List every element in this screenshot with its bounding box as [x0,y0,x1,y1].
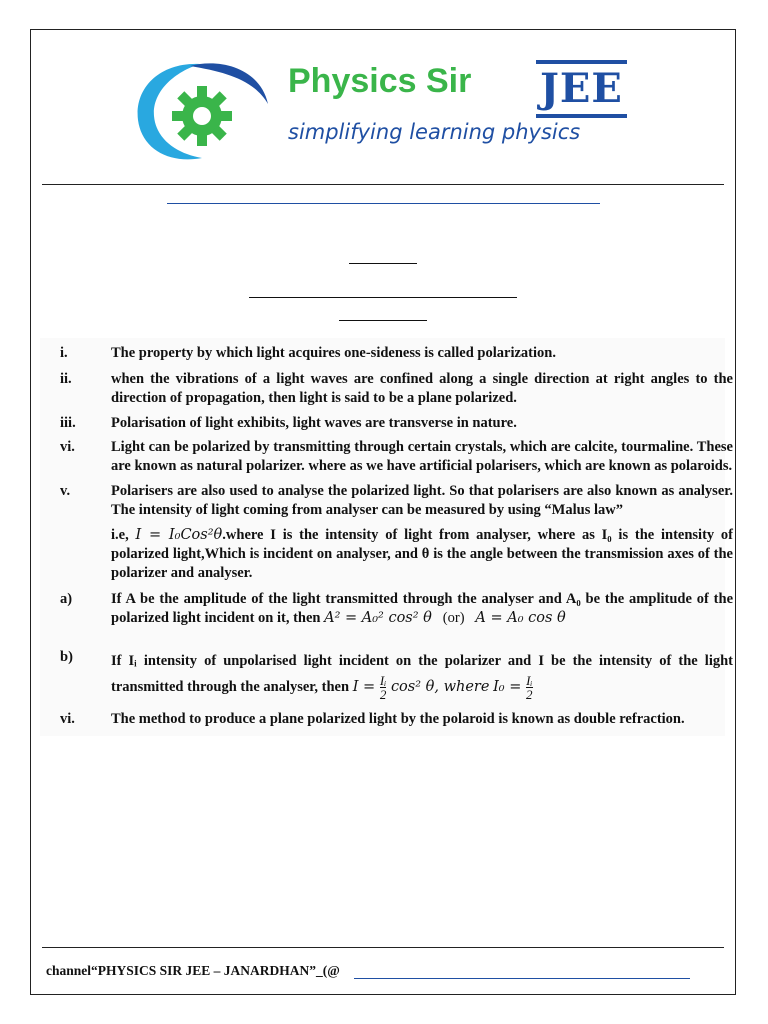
title-underline-1 [349,263,417,264]
header-divider [42,184,724,185]
item-number: a) [60,591,73,607]
gear-icon [130,58,290,162]
prefix-text: i.e, [111,527,129,543]
intensity-eq-right: cos² θ, where [390,679,490,695]
footer-text: channel“PHYSICS SIR JEE – JANARDHAN”_(@ [46,963,340,978]
intensity-fraction-2: $\frac{\text{Iᵢ}}{2}$ [526,673,533,703]
item-number: v. [60,483,71,499]
intensity-fraction: $\frac{\text{Iᵢ}}{2}$ [379,673,387,703]
content-block [40,338,734,736]
or-text: (or) [442,610,465,626]
item-number: vi. [60,711,75,727]
item-text: when the vibrations of a light waves are confined along a single direction at right angles to the direction of propagation, then light is said to be a plane polarized. [111,371,733,406]
intensity-eq-left: I = [352,679,376,695]
intensity-eq2-left: I₀ = [493,679,522,695]
blue-underline [167,203,600,204]
item-text-wrapper [111,648,733,701]
item-number: i. [60,345,68,361]
amplitude-equation: A² = A₀² cos² θ [324,610,432,626]
item-text: The method to produce a plane polarized light by the polaroid is known as double refraction. [111,711,685,727]
item-text: Polarisation of light exhibits, light waves are transverse in nature. [111,415,517,431]
item-text: Light can be polarized by transmitting through certain crystals, which are calcite, tourmaline. These are known as natural polarizer. where as we have artificial polarisers, which are known as polaroids. [111,439,733,474]
brand-tagline: simplifying learning physics [288,120,581,144]
item-number: vi. [60,439,75,455]
item-text-wrapper [111,590,733,628]
footer-underline [354,978,690,979]
malus-law-text [111,526,733,583]
footer-divider [42,947,724,948]
amplitude-equation-2: A = A₀ cos θ [475,610,566,626]
item-number: iii. [60,415,76,431]
title-underline-2 [249,297,517,298]
brand-jee: JEE [536,60,627,118]
item-number: ii. [60,371,72,387]
item-text: If A be the amplitude of the light transmitted through the analyser and A₀ be the amplitude of the polarized light incident on it, then [111,591,733,626]
item-text: Polarisers are also used to analyse the polarized light. So that polarisers are also known as analyser. The intensity of light coming from analyser can be measured by using “Malus law” [111,483,733,518]
brand-title: Physics Sir [288,62,472,100]
title-underline-3 [339,320,427,321]
malus-equation: I = I₀Cos²θ [135,527,223,543]
item-text: .where I is the intensity of light from analyser, where as I₀ is the intensity of polarized light,Which is incident on analyser, and θ is the angle between the transmission axes of the polarizer and analyser. [111,527,734,581]
item-number: b) [60,649,73,665]
item-text: The property by which light acquires one-sideness is called polarization. [111,345,556,361]
item-text: If Iᵢ intensity of unpolarised light incident on the polarizer and I be the intensity of the light transmitted through the analyser, then [111,653,733,695]
